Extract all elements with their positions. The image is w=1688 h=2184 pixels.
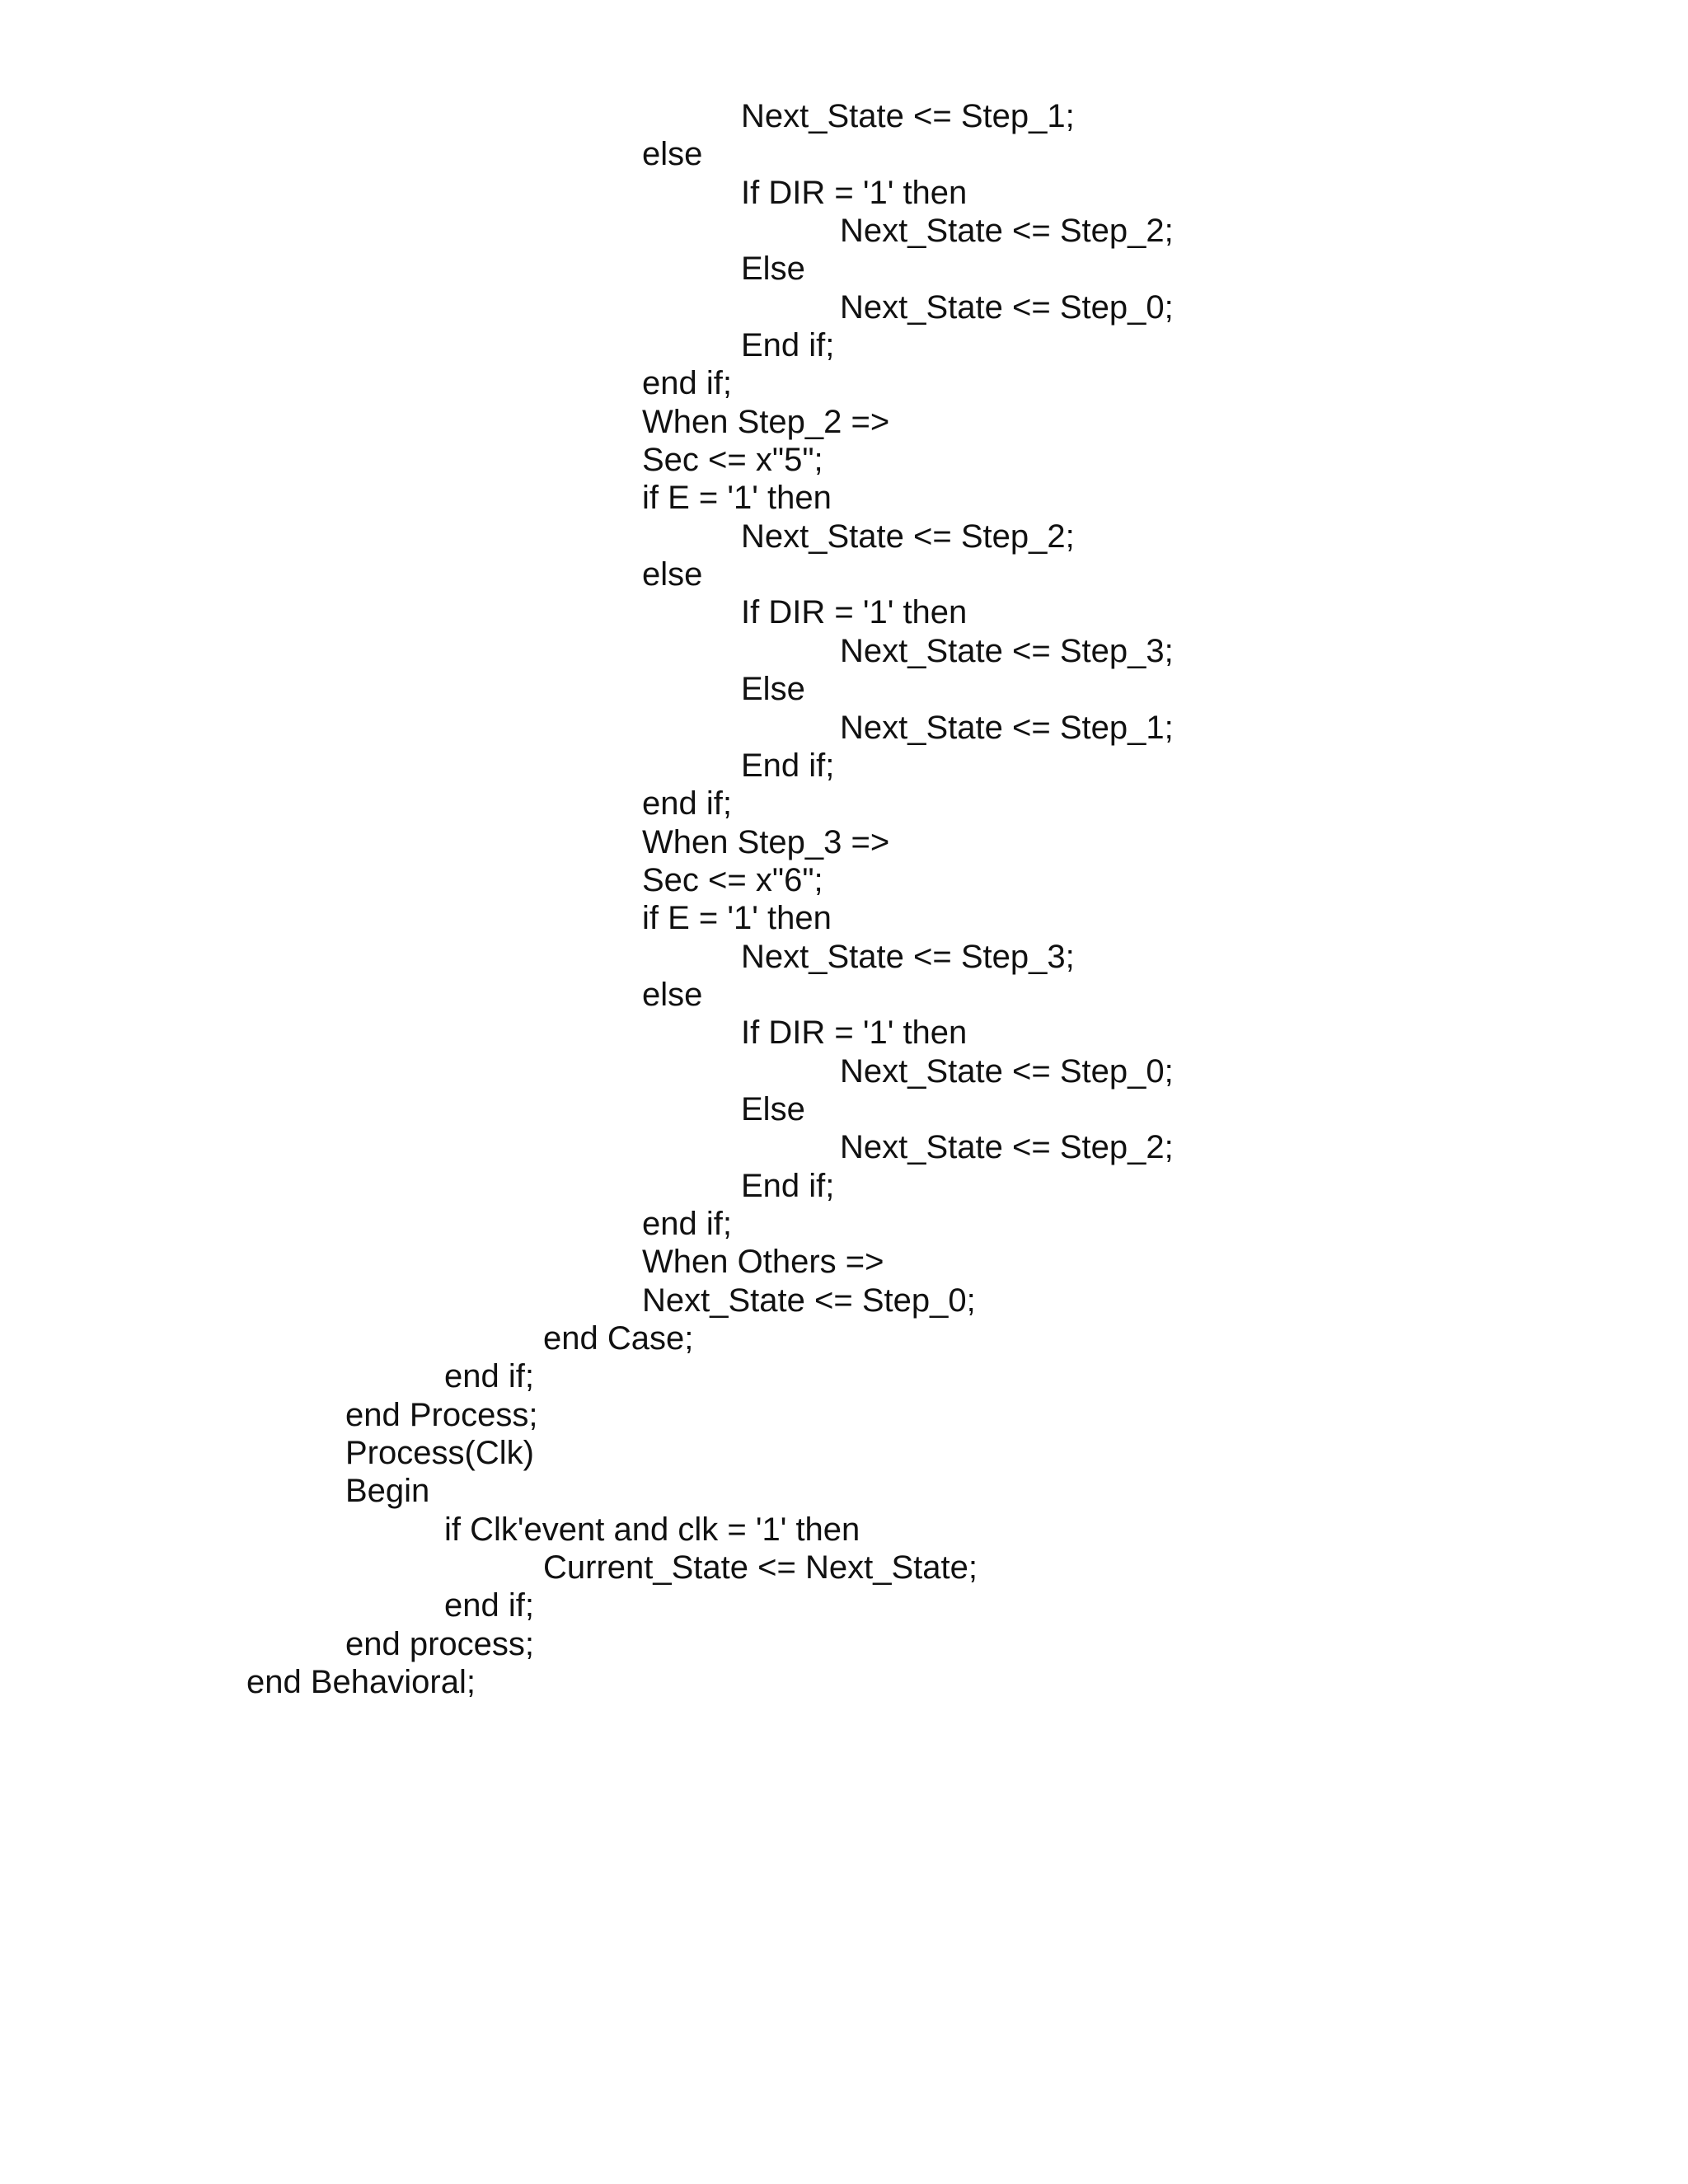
code-line: end if;: [642, 785, 732, 823]
code-line: When Step_2 =>: [642, 403, 890, 440]
code-line: Next_State <= Step_2;: [840, 1129, 1174, 1166]
code-line: end Process;: [345, 1396, 538, 1433]
code-line: Sec <= x"5";: [642, 442, 823, 479]
code-line: else: [642, 556, 703, 593]
code-line: Next_State <= Step_2;: [840, 213, 1174, 250]
code-line: end Case;: [543, 1320, 694, 1357]
code-line: Next_State <= Step_2;: [741, 518, 1075, 555]
code-line: Current_State <= Next_State;: [543, 1549, 978, 1586]
code-line: Else: [741, 671, 805, 708]
code-line: Next_State <= Step_0;: [840, 1052, 1174, 1090]
code-line: End if;: [741, 747, 835, 784]
vhdl-code-listing: [0, 97, 1688, 1701]
code-line: Sec <= x"6";: [642, 861, 823, 898]
code-line: Next_State <= Step_1;: [840, 709, 1174, 746]
code-line: Process(Clk): [345, 1435, 534, 1472]
code-line: end process;: [345, 1625, 535, 1662]
code-line: Next_State <= Step_3;: [840, 632, 1174, 669]
code-line: Else: [741, 1090, 805, 1127]
code-line: if E = '1' then: [642, 900, 832, 937]
code-line: If DIR = '1' then: [741, 1015, 968, 1052]
code-line: if E = '1' then: [642, 480, 832, 517]
code-line: When Step_3 =>: [642, 823, 890, 860]
code-line: Else: [741, 251, 805, 288]
code-line: When Others =>: [642, 1244, 884, 1281]
code-line: if Clk'event and clk = '1' then: [444, 1511, 860, 1548]
code-line: End if;: [741, 1167, 835, 1204]
code-line: Next_State <= Step_1;: [741, 98, 1075, 134]
code-line: end if;: [444, 1358, 534, 1395]
code-line: end if;: [642, 1205, 732, 1242]
code-line: end if;: [444, 1587, 534, 1624]
code-line: Begin: [345, 1473, 430, 1510]
code-line: Next_State <= Step_0;: [840, 288, 1174, 326]
code-line: else: [642, 136, 703, 173]
code-line: Next_State <= Step_0;: [642, 1282, 976, 1319]
code-line: If DIR = '1' then: [741, 594, 968, 631]
code-line: End if;: [741, 327, 835, 364]
code-line: else: [642, 976, 703, 1013]
code-line: end Behavioral;: [246, 1664, 476, 1701]
code-line: Next_State <= Step_3;: [741, 938, 1075, 975]
code-line: end if;: [642, 365, 732, 402]
code-line: If DIR = '1' then: [741, 174, 968, 211]
